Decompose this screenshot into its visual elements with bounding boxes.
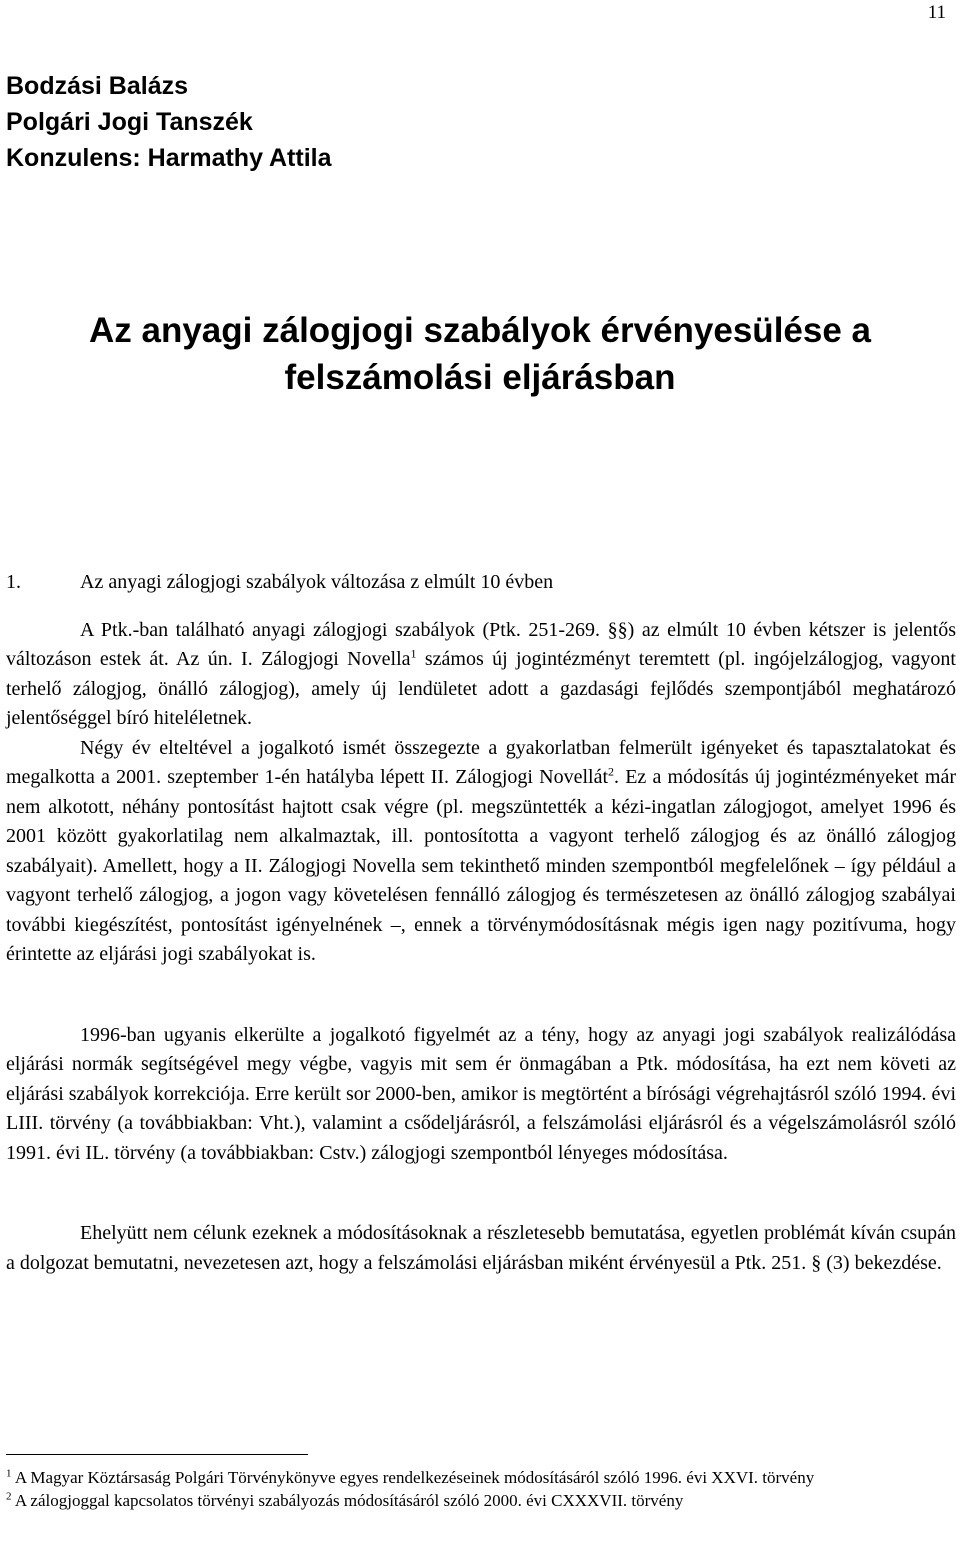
title-line-1: Az anyagi zálogjogi szabályok érvényesülése a — [89, 311, 871, 350]
paragraph-3: 1996-ban ugyanis elkerülte a jogalkotó figyelmét az a tény, hogy az anyagi jogi szabályok realizálódása eljárási normák segítségével megy végbe, vagyis mit sem ér önmagában a Ptk. módosítása, ha ezt nem követi az eljárási szabályok korrekciója. Erre került sor 2000-ben, amikor is megtörtént a bírósági végrehajtásról szóló 1994. évi LIII. törvény (a továbbiakban: Vht.), valamint a csődeljárásról, a felszámolási eljárásról és a végelszámolásról szóló 1991. évi IL. törvény (a továbbiakban: Cstv.) zálogjogi szempontból lényeges módosítása. — [6, 1023, 956, 1164]
body-text — [6, 568, 956, 1278]
page-number: 11 — [927, 2, 946, 23]
section-title: Az anyagi zálogjogi szabályok változása z elmúlt 10 évben — [80, 571, 554, 593]
paragraph-1-text-a: A Ptk.-ban található anyagi zálogjogi szabályok (Ptk. 251-269. §§) az elmúlt 10 évben kétszer is jelentős változáson estek át. Az ún. I. Zálogjogi Novella — [6, 618, 956, 670]
footnote-ref-2[interactable]: 2 — [608, 764, 615, 779]
paragraph-1-text-b: számos új jogintézményt teremtett (pl. ingójelzálogjog, vagyont terhelő zálogjog, önálló zálogjog), amely új lendületet adott a gazdasági fejlődés szempontjából meghatározó jelentőséggel bíró hiteléletnek. — [6, 648, 956, 729]
paper-title — [0, 307, 960, 401]
footnote-text: A Magyar Köztársaság Polgári Törvénykönyve egyes rendelkezéseinek módosításáról szóló 1996. évi XXVI. törvény — [14, 1468, 815, 1487]
paragraph-spacer — [6, 970, 956, 1021]
section-heading — [6, 568, 956, 598]
author-name: Bodzási Balázs — [6, 72, 189, 100]
section-number: 1. — [6, 571, 21, 593]
paragraph-4: Ehelyütt nem célunk ezeknek a módosításoknak a részletesebb bemutatása, egyetlen problémát kíván csupán a dolgozat bemutatni, nevezetesen azt, hogy a felszámolási eljárásban miként érvényesül a Ptk. 251. § (3) bekezdése. — [6, 1222, 956, 1274]
footnote-separator — [6, 1454, 308, 1455]
footnote-ref-1[interactable]: 1 — [410, 646, 417, 661]
author-block — [6, 68, 332, 176]
footnote-number: 2 — [6, 1490, 12, 1503]
paragraph-2-text-b: . Ez a módosítás új jogintézményeket már nem alkotott, néhány pontosítást hajtott csak végre (pl. megszüntették a kézi-ingatlan zálogjogot, amelyet 1996 és 2001 között gyakorlatilag nem alkalmaztak, ill. pontosította a vagyont terhelő zálogjog és az önálló zálogjog szabályait). Amellett, hogy a II. Zálogjogi Novella sem tekinthető minden szempontból megfelelőnek – így például a vagyont terhelő zálogjog, a jogon vagy követelésen fennálló zálogjog és természetesen az önálló zálogjog szabályai további kiegészítést, pontosítást igényelnének –, ennek a törvénymódosításnak mégis igen nagy pozitívuma, hogy érintette az eljárási jogi szabályokat is. — [6, 766, 956, 965]
footnotes — [6, 1466, 956, 1512]
footnote-2 — [6, 1489, 956, 1512]
department-name: Polgári Jogi Tanszék — [6, 108, 253, 136]
paragraph-1 — [6, 616, 956, 734]
footnote-number: 1 — [6, 1467, 12, 1480]
footnote-text: A zálogjoggal kapcsolatos törvényi szabályozás módosításáról szóló 2000. évi CXXXVII. törvény — [14, 1491, 684, 1510]
title-line-2: felszámolási eljárásban — [284, 358, 676, 397]
footnote-1 — [6, 1466, 956, 1489]
paragraph-2 — [6, 734, 956, 970]
paragraph-spacer — [6, 1168, 956, 1219]
consultant-name: Konzulens: Harmathy Attila — [6, 144, 332, 172]
paragraph-2-text-a: Négy év elteltével a jogalkotó ismét összegezte a gyakorlatban felmerült igényeket és tapasztalatokat és megalkotta a 2001. szeptember 1-én hatályba lépett II. Zálogjogi Novellát — [6, 736, 956, 788]
